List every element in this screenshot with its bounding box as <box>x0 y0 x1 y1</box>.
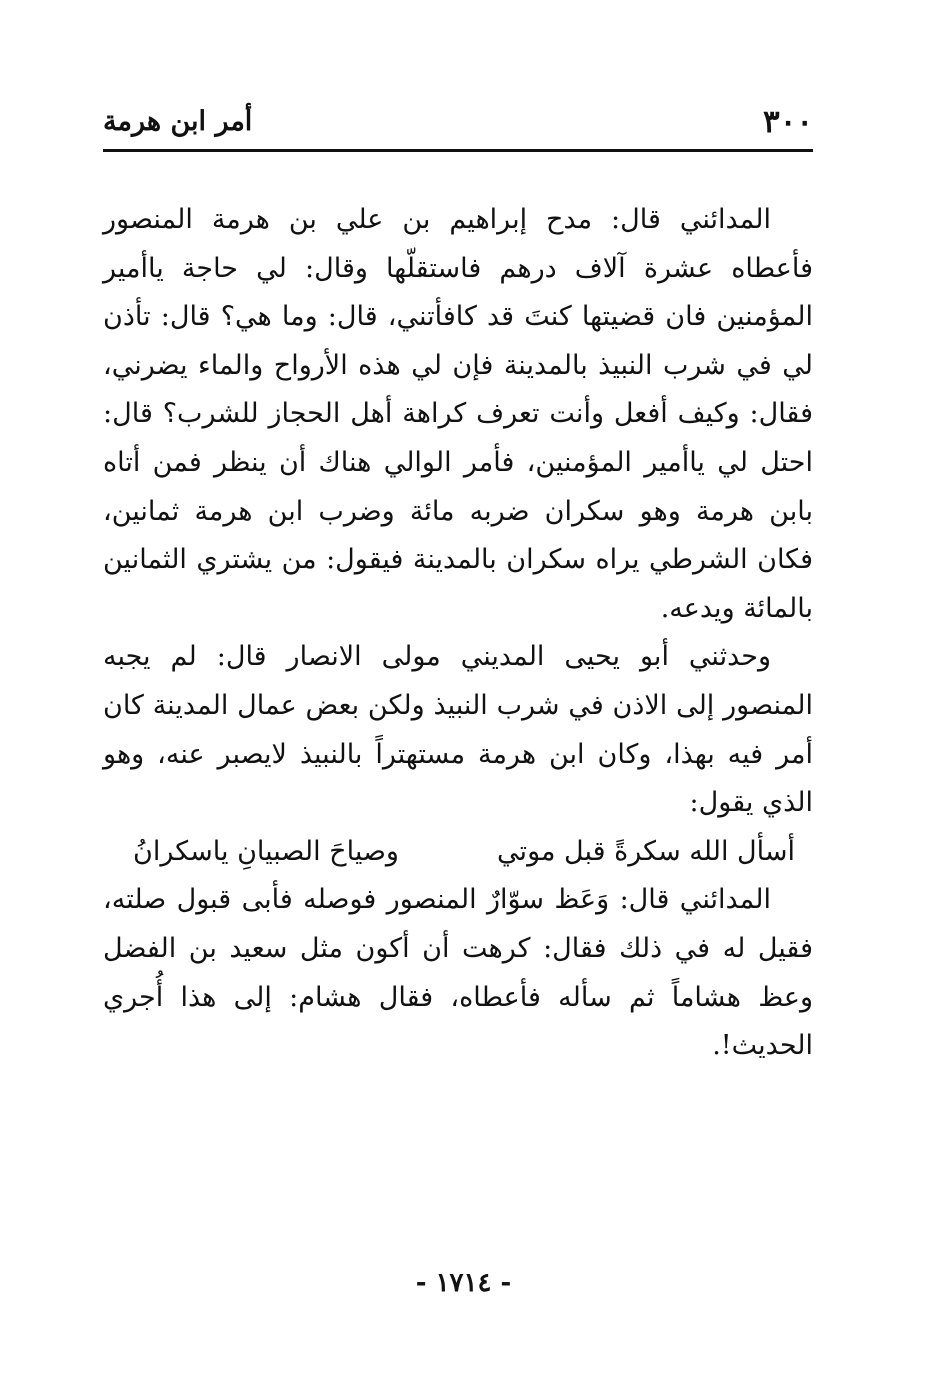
footer-page-number: - ١٧١٤ - <box>415 1268 512 1298</box>
paragraph-abu-yahya: وحدثني أبو يحيى المديني مولى الانصار قال: لم يجبه المنصور إلى الاذن في شرب النبيذ ولكن بعض عمال المدينة كان أمر فيه بهذا، وكان ابن هرمة مستهتراً بالنبيذ لايصبر عنه، وهو الذي يقول: <box>103 641 813 819</box>
verse-first-hemistich: أسأل الله سكرةً قبل موتي <box>497 835 795 867</box>
page-header <box>103 100 813 150</box>
header-page-number: ٣٠٠ <box>763 104 813 140</box>
chapter-title: أمر ابن هرمة <box>103 106 253 137</box>
verse-line <box>103 828 813 877</box>
verse-second-hemistich: وصياحَ الصبيانِ ياسكرانُ <box>133 835 399 867</box>
paragraph-madaini-ibn-harma: المدائني قال: مدح إبراهيم بن علي بن هرمة المنصور فأعطاه عشرة آلاف درهم فاستقلّها وقال: لي حاجة ياأمير المؤمنين فان قضيتها كنتَ قد كافأتني، قال: وما هي؟ قال: تأذن لي في شرب النبيذ بالمدينة فإن لي هذه الأرواح والماء يضرني، فقال: وكيف أفعل وأنت تعرف كراهة أهل الحجاز للشرب؟ قال: احتل لي ياأمير المؤمنين، فأمر الوالي هناك أن ينظر فمن أتاه بابن هرمة وهو سكران ضربه مائة وضرب ابن هرمة ثمانين، فكان الشرطي يراه سكران بالمدينة فيقول: من يشتري الثمانين بالمائة ويدعه. <box>103 204 813 624</box>
header-rule <box>103 149 813 152</box>
body-text <box>103 196 813 1071</box>
paragraph-sawwar: المدائني قال: وَعَظ سوّارٌ المنصور فوصله فأبى قبول صلته، فقيل له في ذلك فقال: كرهت أن أكون مثل سعيد بن الفضل وعظ هشاماً ثم سأله فأعطاه، فقال هشام: إلى هذا أُجري الحديث!. <box>103 884 813 1062</box>
